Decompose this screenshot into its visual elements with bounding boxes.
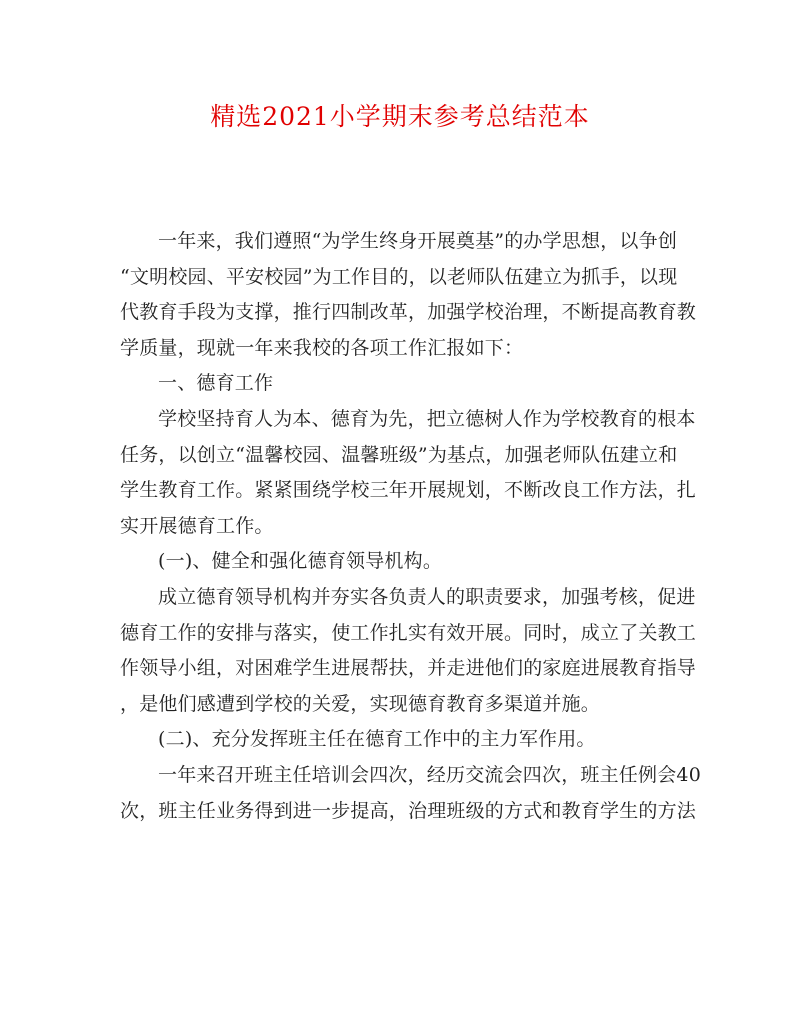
paragraph-line: 次，班主任业务得到进一步提高，治理班级的方式和教育学生的方法 [120,799,697,822]
paragraph-line: 一年来，我们遵照“为学生终身开展奠基”的办学思想，以争创 [158,230,678,252]
paragraph-line: 代教育手段为支撑，推行四制改革，加强学校治理，不断提高教育教 [120,301,697,324]
paragraph-line: ，是他们感遭到学校的关爱，实现德育教育多渠道并施。 [120,692,601,715]
paragraph-line: 学质量，现就一年来我校的各项工作汇报如下： [120,336,524,359]
paragraph-line: “文明校园、平安校园”为工作目的，以老师队伍建立为抓手，以现 [120,265,678,288]
paragraph-line: 学校坚持育人为本、德育为先，把立德树人作为学校教育的根本 [158,407,696,430]
document-title: 精选2021小学期末参考总结范本 [210,102,590,131]
paragraph-line: 作领导小组，对困难学生进展帮扶，并走进他们的家庭进展教育指导 [120,657,697,680]
paragraph-line: 成立德育领导机构并夯实各负责人的职责要求，加强考核，促进 [158,585,696,608]
section-heading: 一、德育工作 [158,372,274,395]
paragraph-line: 德育工作的安排与落实，使工作扎实有效开展。同时，成立了关教工 [120,621,697,644]
paragraph-line: 学生教育工作。紧紧围绕学校三年开展规划，不断改良工作方法，扎 [120,479,697,502]
paragraph-line: 一年来召开班主任培训会四次，经历交流会四次，班主任例会40 [158,763,701,786]
subsection-heading: (一)、健全和强化德育领导机构。 [158,550,443,573]
subsection-heading: (二)、充分发挥班主任在德育工作中的主力军作用。 [158,728,596,751]
paragraph-line: 实开展德育工作。 [120,514,274,537]
document-body [120,224,701,829]
paragraph-line: 任务，以创立“温馨校园、温馨班级”为基点，加强老师队伍建立和 [120,443,678,466]
